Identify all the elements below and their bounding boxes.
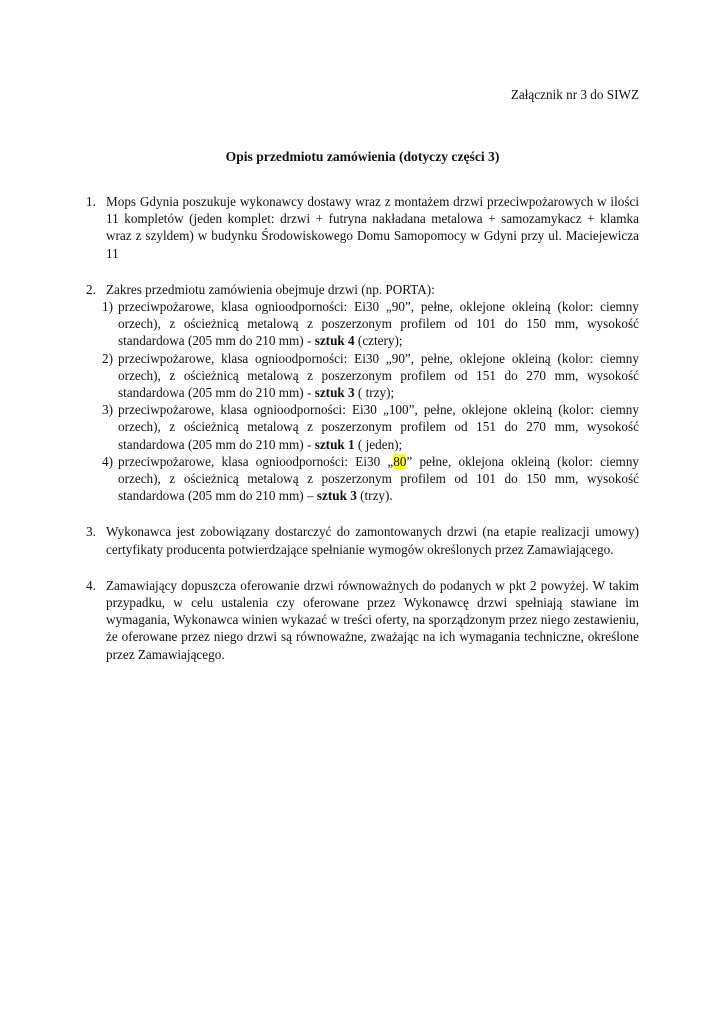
- requirements-list: [86, 193, 639, 682]
- item-number: 1.: [86, 194, 96, 209]
- item-text: Zamawiający dopuszcza oferowanie drzwi równoważnych do podanych w pkt 2 powyżej. W takim przypadku, w celu ustalenia czy oferowane przez Wykonawcę drzwi spełniają stawiane im wymagania, Wykonawca winien wykazać w treści oferty, na sporządzonym przez niego zestawieniu, że oferowane przez niego drzwi są równoważne, zważając na ich wymagania techniczne, określone przez Zamawiającego.: [106, 577, 639, 662]
- list-item: [86, 523, 639, 557]
- attachment-label: Załącznik nr 3 do SIWZ: [510, 87, 639, 102]
- door-spec-item: [102, 350, 639, 402]
- quantity-words: (cztery);: [354, 333, 403, 349]
- highlighted-value: 80: [393, 453, 407, 469]
- item-text: Mops Gdynia poszukuje wykonawcy dostawy wraz z montażem drzwi przeciwpożarowych w ilości 11 kompletów (jeden komplet: drzwi + futryna nakładana metalowa + samozamykacz + klamka wraz z szyldem) w budynku Środowiskowego Domu Samopomocy w Gdyni przy ul. Maciejewicza 11: [106, 194, 639, 261]
- spec-text-prefix: przeciwpożarowe, klasa ognioodporności: Ei30 „: [118, 453, 394, 469]
- quantity: sztuk 3: [314, 385, 355, 401]
- item-text: Wykonawca jest zobowiązany dostarczyć do zamontowanych drzwi (na etapie realizacji umowy) certyfikaty producenta potwierdzające spełnianie wymogów określonych przez Zamawiającego.: [106, 524, 639, 557]
- list-item: [86, 193, 639, 262]
- quantity-words: (trzy).: [356, 488, 393, 504]
- quantity: sztuk 3: [316, 488, 357, 504]
- subitem-number: 1): [102, 299, 113, 315]
- door-spec-item: [102, 401, 639, 453]
- quantity: sztuk 1: [314, 436, 355, 452]
- item-number: 3.: [86, 524, 96, 540]
- door-spec-item: [102, 298, 639, 350]
- item-intro: Zakres przedmiotu zamówienia obejmuje drzwi (np. PORTA):: [106, 281, 435, 297]
- quantity: sztuk 4: [314, 333, 355, 349]
- door-spec-item: [102, 453, 640, 505]
- subitem-number: 2): [102, 350, 113, 366]
- list-item: [86, 577, 639, 663]
- quantity-words: ( trzy);: [354, 385, 395, 401]
- item-number: 2.: [86, 281, 96, 297]
- spec-text: ” pełne, oklejona okleiną (kolor: ciemny orzech), z ościeżnicą metalową z poszerzonym profilem od 101 do 150 mm, wysokość standardowa (205 mm do 210 mm) –: [118, 453, 640, 504]
- item-number: 4.: [86, 577, 96, 593]
- subitem-number: 3): [102, 402, 113, 418]
- quantity-words: ( jeden);: [354, 436, 403, 452]
- list-item: [86, 281, 639, 505]
- door-specs-list: [102, 298, 640, 504]
- spec-text: przeciwpożarowe, klasa ognioodporności: Ei30 „100”, pełne, oklejone okleiną (kolor: ciemny orzech), z ościeżnicą metalową z poszerzonym profilem od 151 do 270 mm, wysokość standardowa (205 mm do 210 mm) -: [118, 402, 639, 452]
- spec-text: przeciwpożarowe, klasa ognioodporności: Ei30 „90”, pełne, oklejone okleiną (kolor: ciemny orzech), z ościeżnicą metalową z poszerzonym profilem od 101 do 150 mm, wysokość standardowa (205 mm do 210 mm) -: [118, 299, 639, 349]
- spec-text: przeciwpożarowe, klasa ognioodporności: Ei30 „90”, pełne, oklejone okleiną (kolor: ciemny orzech), z ościeżnicą metalową z poszerzonym profilem od 151 do 270 mm, wysokość standardowa (205 mm do 210 mm) -: [118, 350, 639, 401]
- subitem-number: 4): [102, 453, 113, 469]
- document-title: Opis przedmiotu zamówienia (dotyczy części 3): [225, 149, 500, 164]
